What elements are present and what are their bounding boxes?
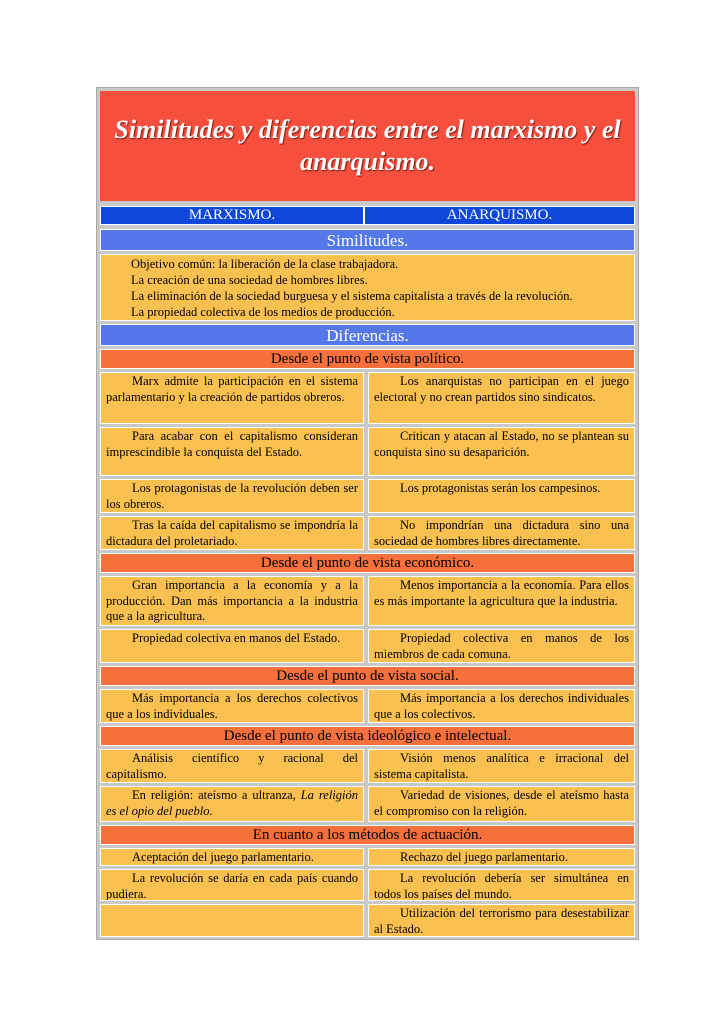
table-cell-anarquismo: No impondrían una dictadura sino una sociedad de hombres libres directamente.: [368, 516, 635, 550]
table-cell-anarquismo: La revolución debería ser simultánea en todos los países del mundo.: [368, 869, 635, 901]
subsection-heading-politico: Desde el punto de vista político.: [100, 349, 635, 369]
table-cell-anarquismo: Más importancia a los derechos individuales que a los colectivos.: [368, 689, 635, 723]
table-cell-anarquismo: Visión menos analítica e irracional del sistema capitalista.: [368, 749, 635, 783]
comparison-table: [96, 87, 639, 940]
table-cell-marxismo: Para acabar con el capitalismo consideran imprescindible la conquista del Estado.: [100, 427, 364, 476]
table-cell-anarquismo: Critican y atacan al Estado, no se plantean su conquista sino su desaparición.: [368, 427, 635, 476]
table-cell-anarquismo: Rechazo del juego parlamentario.: [368, 848, 635, 866]
religion-quote: La religión es el opio del pueblo.: [106, 788, 358, 818]
section-heading-similitudes: Similitudes.: [100, 229, 635, 251]
subsection-heading-metodos: En cuanto a los métodos de actuación.: [100, 825, 635, 845]
table-cell-marxismo: Los protagonistas de la revolución deben ser los obreros.: [100, 479, 364, 513]
subsection-heading-ideologico: Desde el punto de vista ideológico e intelectual.: [100, 726, 635, 746]
list-item: La propiedad colectiva de los medios de producción.: [131, 305, 395, 319]
list-item: La creación de una sociedad de hombres libres.: [131, 273, 368, 287]
table-cell-anarquismo: Utilización del terrorismo para desestabilizar al Estado.: [368, 904, 635, 937]
table-cell-marxismo: Análisis científico y racional del capitalismo.: [100, 749, 364, 783]
table-cell-marxismo: Gran importancia a la economía y a la producción. Dan más importancia a la industria que a la agricultura.: [100, 576, 364, 626]
table-cell-empty: [100, 904, 364, 937]
table-cell-marxismo: Marx admite la participación en el sistema parlamentario y la creación de partidos obreros.: [100, 372, 364, 424]
subsection-heading-economico: Desde el punto de vista económico.: [100, 553, 635, 573]
column-header-anarquismo: ANARQUISMO.: [364, 206, 635, 225]
table-cell-anarquismo: Menos importancia a la economía. Para ellos es más importante la agricultura que la industria.: [368, 576, 635, 626]
table-cell-marxismo: La revolución se daría en cada país cuando pudiera.: [100, 869, 364, 901]
subsection-heading-social: Desde el punto de vista social.: [100, 666, 635, 686]
page-title: Similitudes y diferencias entre el marxismo y el anarquismo.: [100, 91, 635, 201]
table-cell-anarquismo: Variedad de visiones, desde el ateísmo hasta el compromiso con la religión.: [368, 786, 635, 822]
list-item: Objetivo común: la liberación de la clase trabajadora.: [131, 257, 399, 271]
similitudes-list: [100, 254, 635, 321]
table-cell-anarquismo: Propiedad colectiva en manos de los miembros de cada comuna.: [368, 629, 635, 663]
list-item: La eliminación de la sociedad burguesa y el sistema capitalista a través de la revolución.: [131, 289, 573, 303]
table-cell-marxismo: Aceptación del juego parlamentario.: [100, 848, 364, 866]
table-cell-marxismo: Tras la caída del capitalismo se impondría la dictadura del proletariado.: [100, 516, 364, 550]
table-cell-marxismo: [100, 786, 364, 822]
table-cell-marxismo: Propiedad colectiva en manos del Estado.: [100, 629, 364, 663]
column-header-marxismo: MARXISMO.: [100, 206, 364, 225]
table-cell-anarquismo: Los anarquistas no participan en el juego electoral y no crean partidos sino sindicatos.: [368, 372, 635, 424]
religion-text: En religión: ateísmo a ultranza,: [132, 788, 301, 802]
section-heading-diferencias: Diferencias.: [100, 324, 635, 346]
table-cell-anarquismo: Los protagonistas serán los campesinos.: [368, 479, 635, 513]
table-cell-marxismo: Más importancia a los derechos colectivos que a los individuales.: [100, 689, 364, 723]
